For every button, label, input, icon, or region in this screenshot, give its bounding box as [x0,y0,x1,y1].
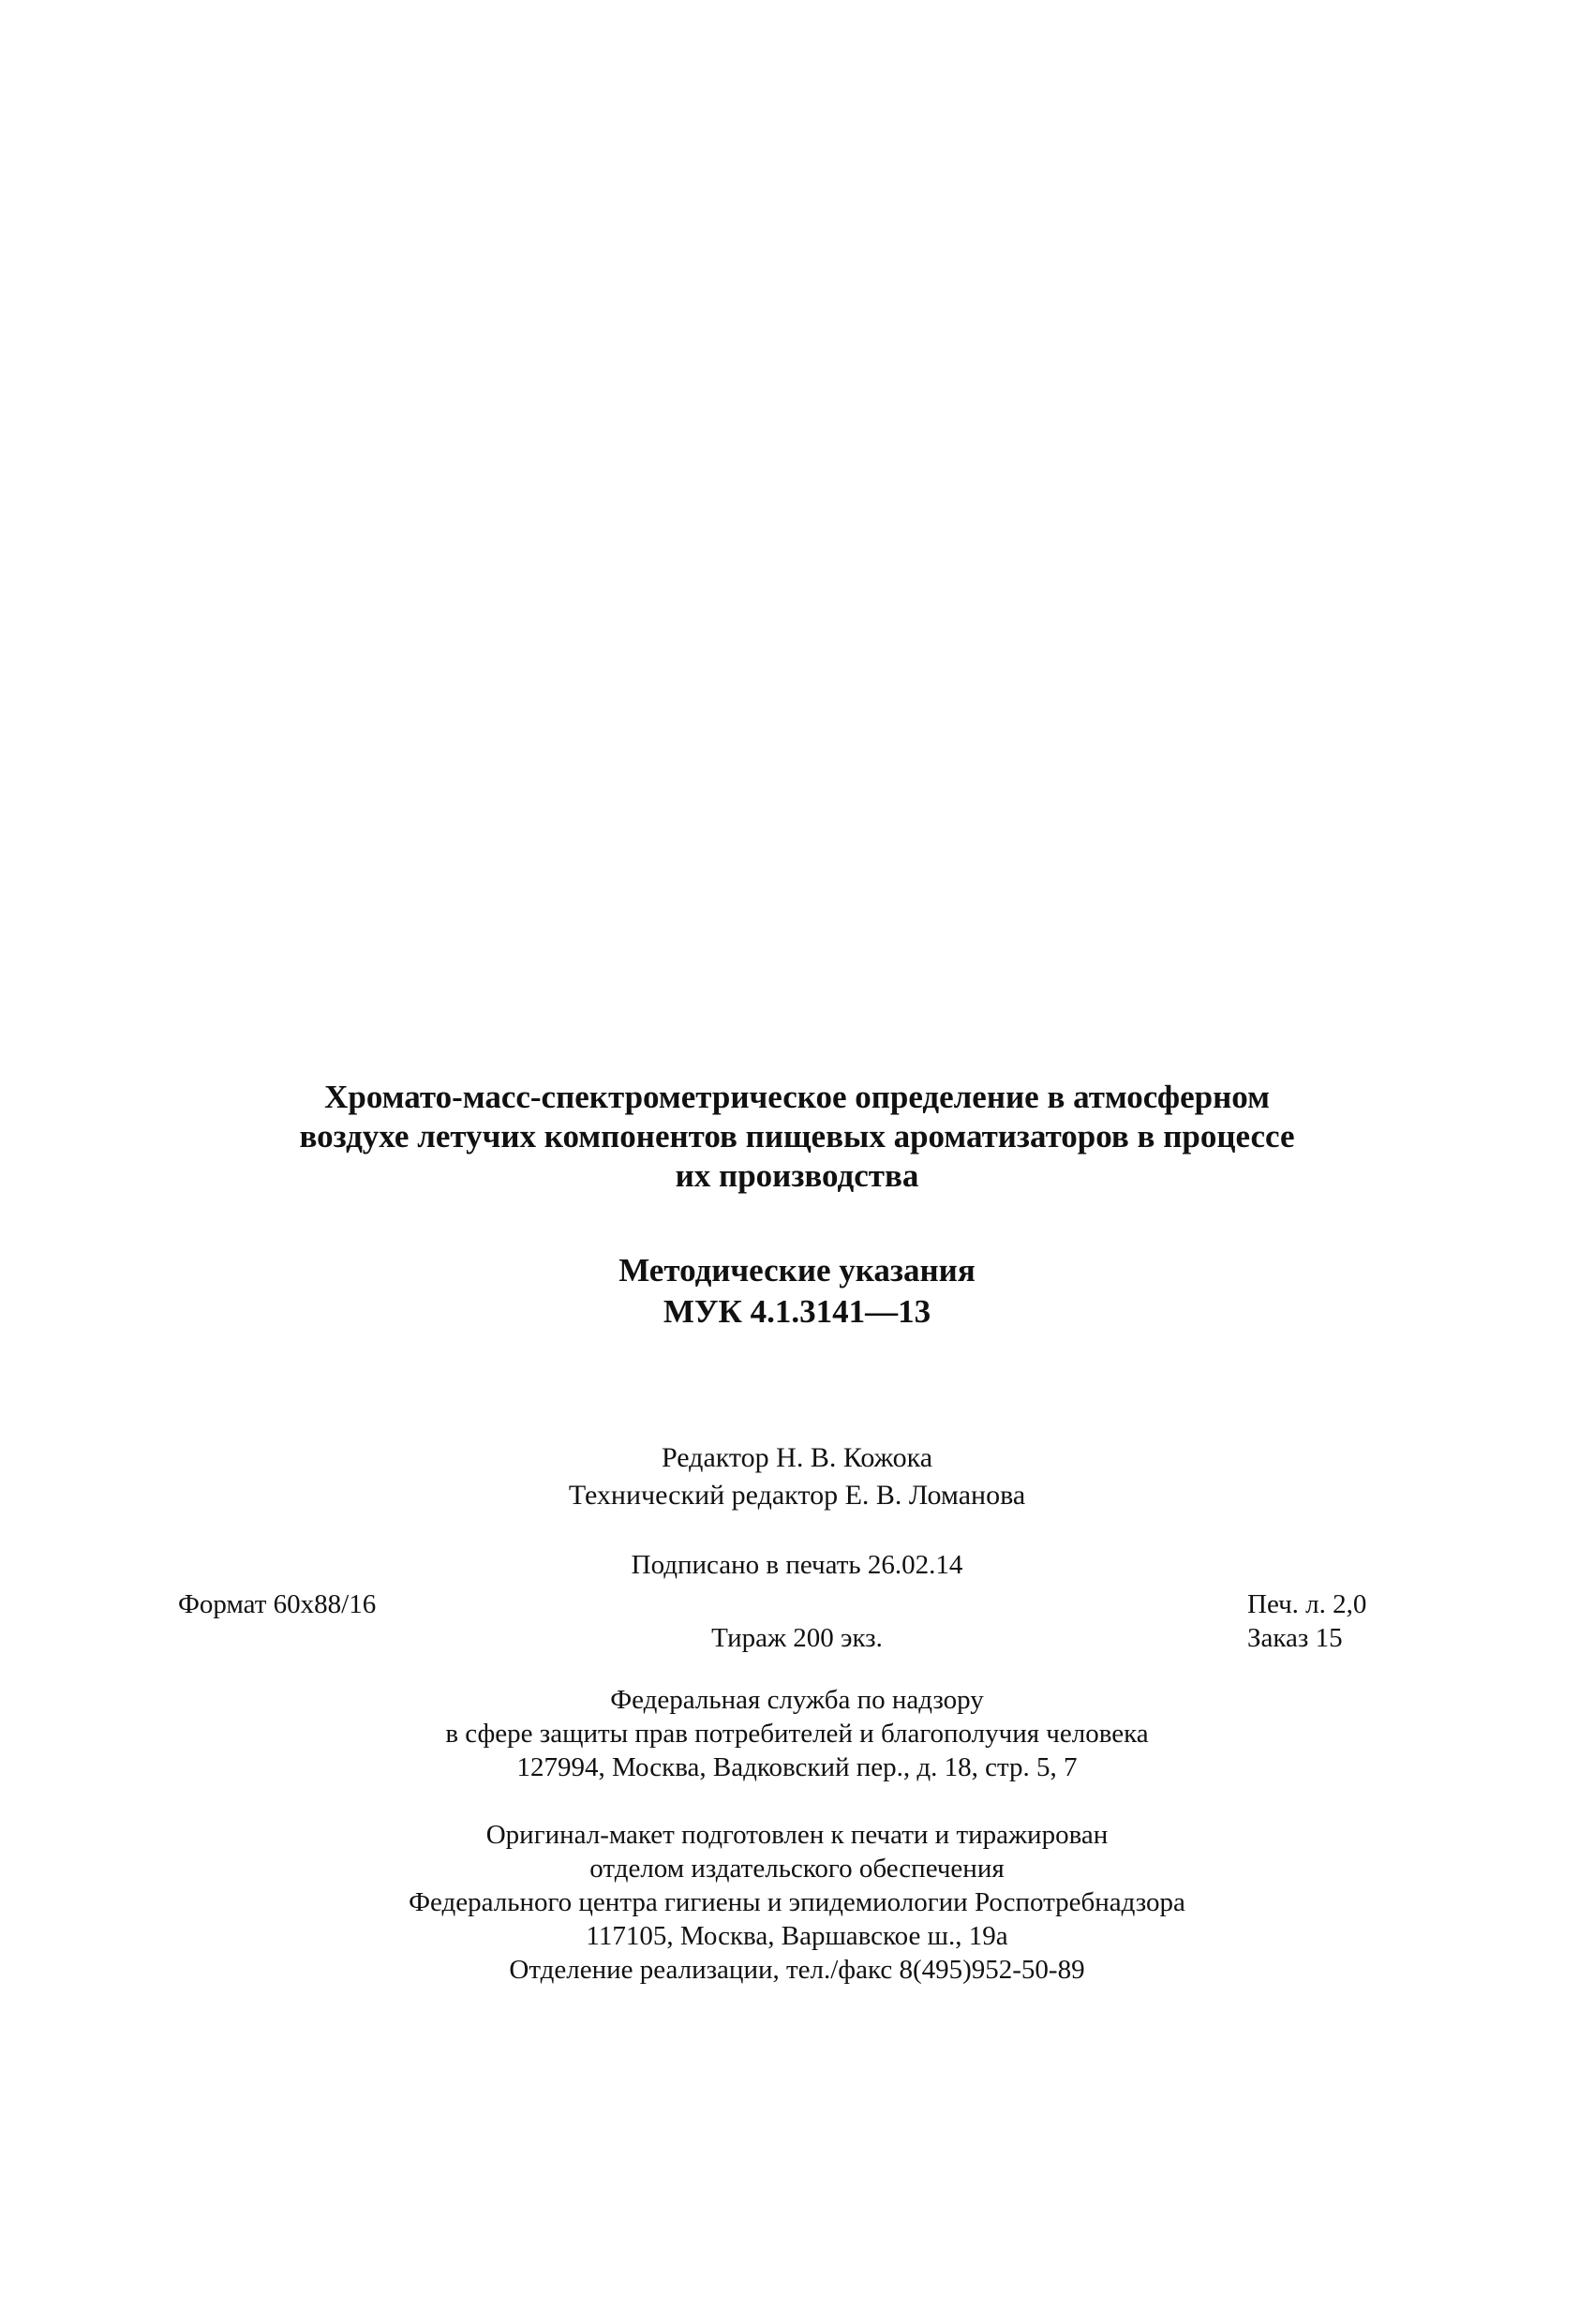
document-code: МУК 4.1.3141—13 [663,1293,931,1330]
technical-editor: Технический редактор Е. В. Ломанова [568,1480,1026,1511]
printer-line: Федерального центра гигиены и эпидемиологии Роспотребнадзора [409,1887,1185,1917]
printed-sheets: Печ. л. 2,0 [1247,1589,1367,1619]
editors [141,1439,1453,1514]
title-line: воздухе летучих компонентов пищевых ароматизаторов в процессе [299,1118,1295,1155]
publisher-line: Федеральная служба по надзору [610,1685,984,1715]
paper-format: Формат 60x88/16 [178,1589,377,1619]
printer-line: Оригинал-макет подготовлен к печати и тиражирован [485,1820,1109,1850]
title-line: их производства [675,1157,919,1194]
printer-line: отделом издательского обеспечения [589,1854,1005,1884]
signed-to-print: Подписано в печать 26.02.14 [631,1550,963,1580]
order-number: Заказ 15 [1247,1623,1343,1653]
printer-address: 117105, Москва, Варшавское ш., 19а [586,1921,1008,1951]
print-run: Тираж 200 экз. [711,1623,883,1653]
document-title [141,1078,1453,1196]
document-type [141,1250,1453,1333]
publisher-address: 127994, Москва, Вадковский пер., д. 18, стр. 5, 7 [516,1752,1078,1782]
publisher-line: в сфере защиты прав потребителей и благополучия человека [445,1719,1149,1749]
printer-info [141,1818,1453,1987]
document-kind: Методические указания [618,1252,976,1289]
title-line: Хромато-масс-спектрометрическое определение в атмосферном [324,1079,1270,1115]
publisher [141,1683,1453,1784]
editor: Редактор Н. В. Кожока [661,1442,933,1473]
sales-contact: Отделение реализации, тел./факс 8(495)952-50-89 [509,1955,1085,1985]
